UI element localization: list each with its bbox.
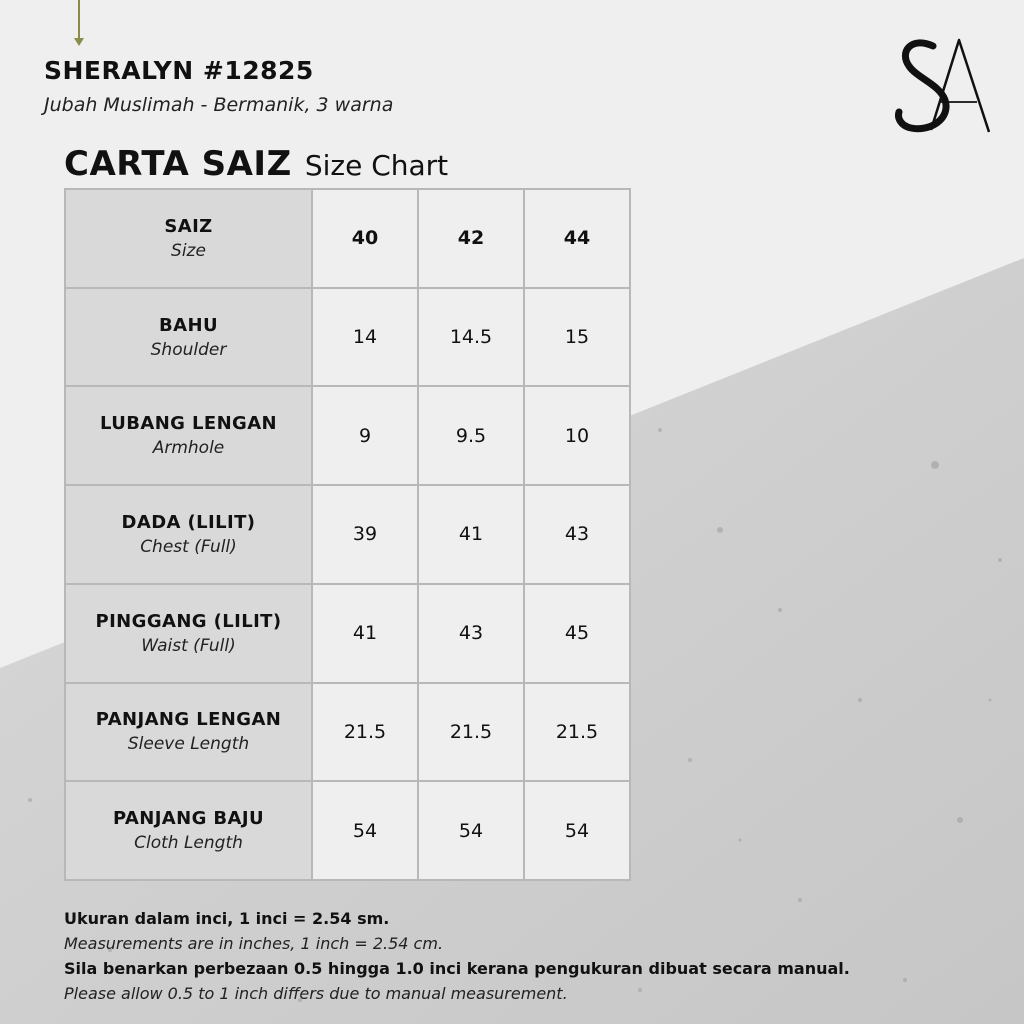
row-label: LUBANG LENGAN: [100, 413, 277, 435]
size-42-header: 42: [418, 189, 524, 288]
table-cell: 15: [524, 288, 630, 387]
header-sublabel: Size: [171, 240, 206, 261]
table-cell: 14.5: [418, 288, 524, 387]
row-label-cell: [65, 288, 312, 387]
row-label: PINGGANG (LILIT): [95, 610, 282, 632]
row-sublabel: Sleeve Length: [127, 734, 250, 755]
table-row: [65, 386, 630, 485]
note-line-2: Measurements are in inches, 1 inch = 2.54 cm.: [64, 934, 444, 953]
note-line-4: Please allow 0.5 to 1 inch differs due to manual measurement.: [64, 984, 568, 1003]
table-cell: 9.5: [418, 386, 524, 485]
row-label-cell: [65, 386, 312, 485]
arrow-down-icon: [72, 0, 86, 48]
row-sublabel: Waist (Full): [141, 635, 236, 656]
row-sublabel: Cloth Length: [134, 833, 243, 854]
row-sublabel: Armhole: [152, 438, 225, 459]
chart-heading: [64, 144, 448, 184]
table-cell: 54: [524, 781, 630, 880]
size-44-header: 44: [524, 189, 630, 288]
row-label-cell: [65, 781, 312, 880]
row-sublabel: Shoulder: [150, 339, 227, 360]
table-header-row: [65, 189, 630, 288]
table-row: [65, 683, 630, 782]
table-cell: 54: [418, 781, 524, 880]
note-line-1: Ukuran dalam inci, 1 inci = 2.54 sm.: [64, 909, 390, 928]
row-label: PANJANG LENGAN: [95, 709, 282, 731]
table-row: [65, 288, 630, 387]
table-cell: 9: [312, 386, 418, 485]
table-row: [65, 584, 630, 683]
row-label-cell: [65, 485, 312, 584]
row-label: BAHU: [159, 314, 218, 336]
table-cell: 43: [418, 584, 524, 683]
table-cell: 45: [524, 584, 630, 683]
product-title: SHERALYN #12825: [44, 56, 314, 85]
chart-title: CARTA SAIZ: [64, 144, 292, 184]
table-cell: 39: [312, 485, 418, 584]
table-row: [65, 781, 630, 880]
note-line-3: Sila benarkan perbezaan 0.5 hingga 1.0 inci kerana pengukuran dibuat secara manual.: [64, 959, 850, 978]
table-cell: 21.5: [312, 683, 418, 782]
header-label: SAIZ: [164, 215, 213, 237]
table-cell: 54: [312, 781, 418, 880]
row-label-cell: [65, 683, 312, 782]
table-cell: 21.5: [418, 683, 524, 782]
table-row: [65, 485, 630, 584]
size-chart-table: [64, 188, 631, 881]
row-sublabel: Chest (Full): [140, 536, 237, 557]
row-label-cell: [65, 584, 312, 683]
table-cell: 43: [524, 485, 630, 584]
product-subtitle: Jubah Muslimah - Bermanik, 3 warna: [44, 94, 394, 116]
table-cell: 21.5: [524, 683, 630, 782]
size-40-header: 40: [312, 189, 418, 288]
measurement-notes: [64, 906, 850, 1006]
table-cell: 41: [418, 485, 524, 584]
brand-logo-icon: [893, 32, 995, 140]
header-label-cell: [65, 189, 312, 288]
table-cell: 41: [312, 584, 418, 683]
row-label: DADA (LILIT): [121, 511, 256, 533]
row-label: PANJANG BAJU: [112, 808, 265, 830]
table-cell: 14: [312, 288, 418, 387]
chart-subtitle: Size Chart: [304, 149, 449, 182]
table-cell: 10: [524, 386, 630, 485]
